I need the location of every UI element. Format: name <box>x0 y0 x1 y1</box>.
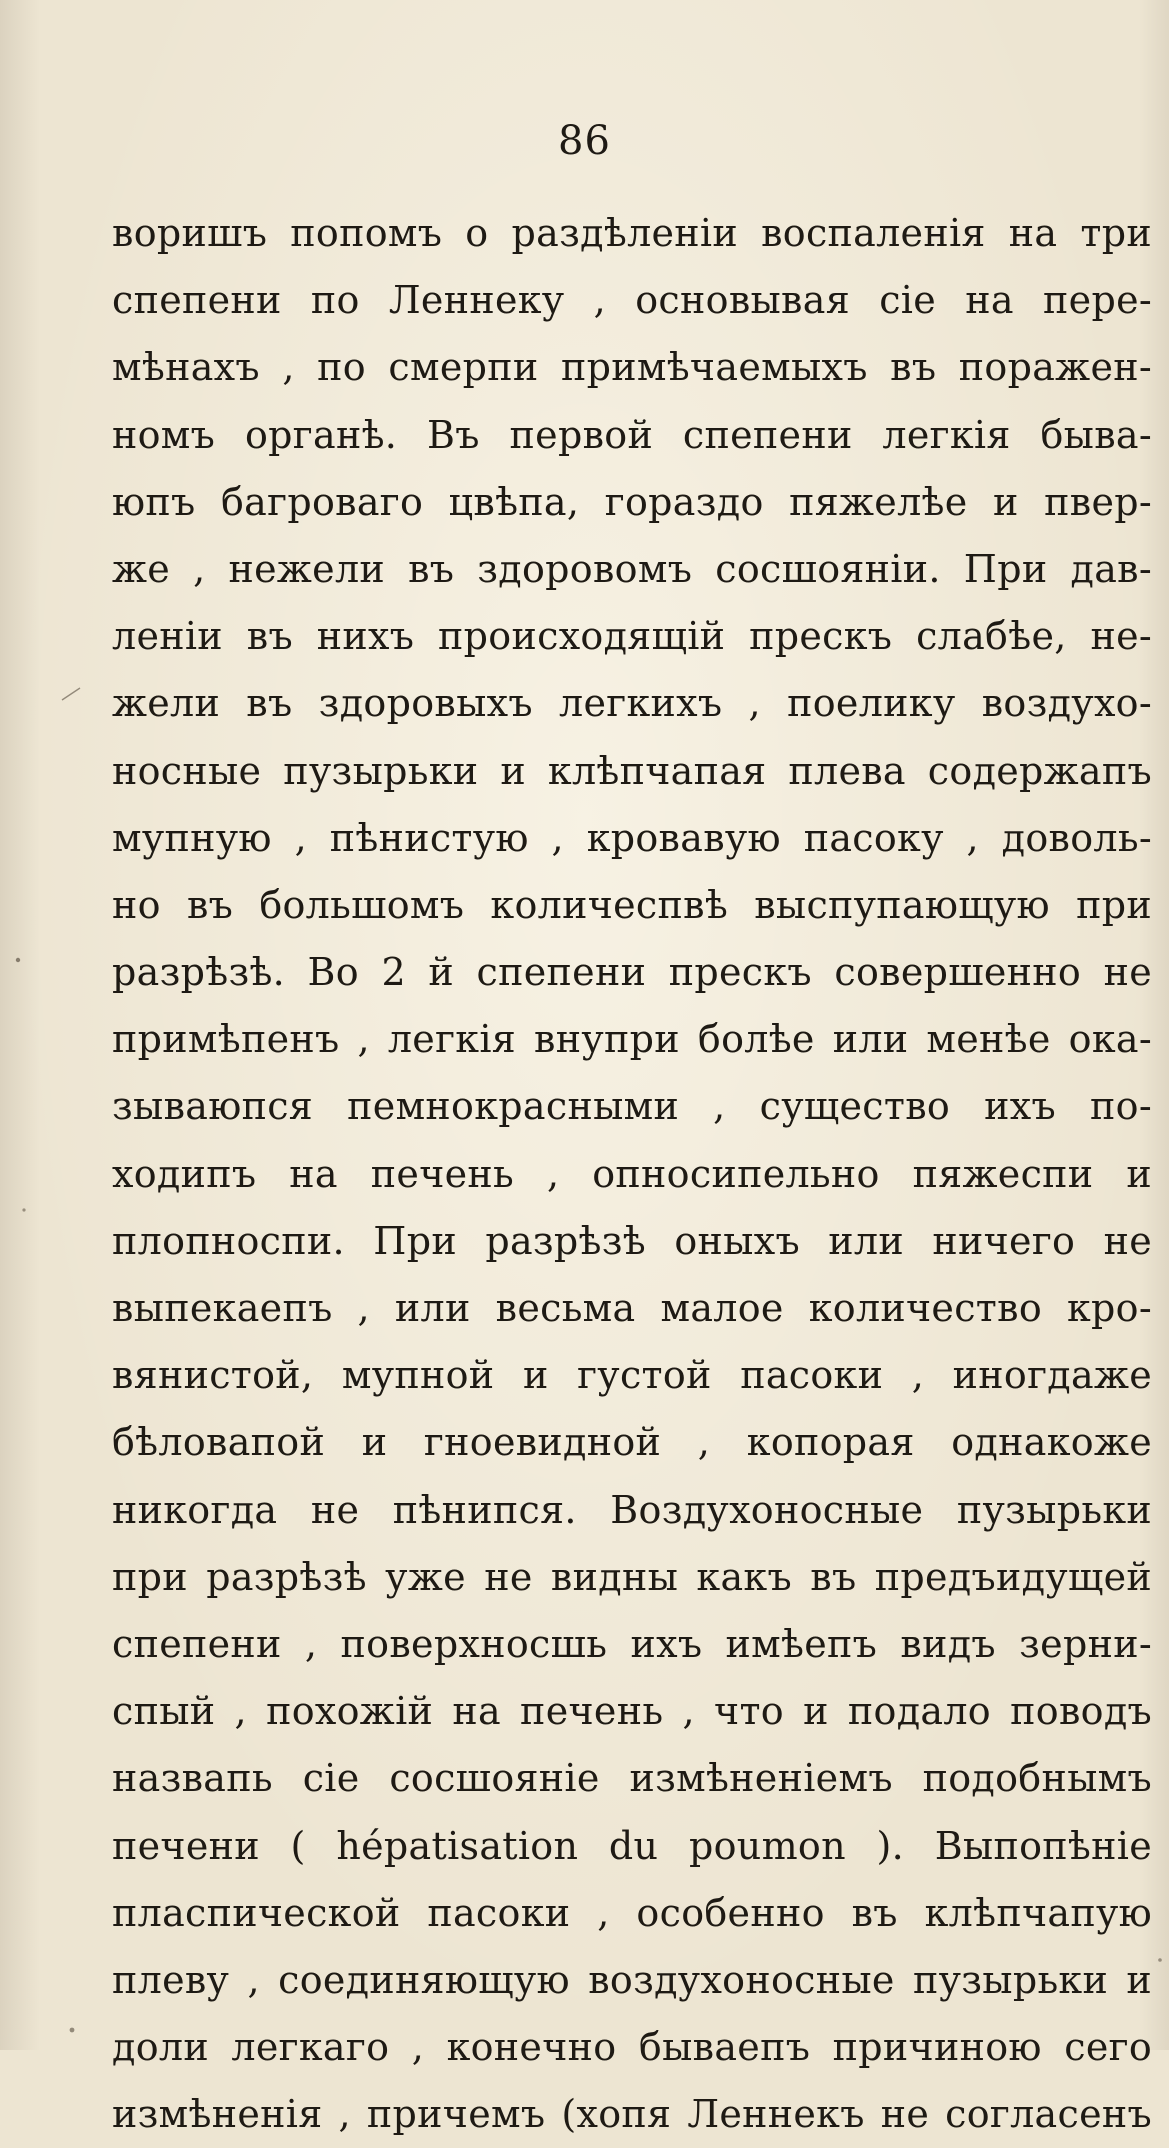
text-line: номъ органѣ. Въ первой спепени легкія быва- <box>112 412 1152 457</box>
text-line: зываюпся пемнокрасными , существо ихъ по- <box>112 1084 1152 1129</box>
paper-speck <box>70 2028 75 2033</box>
text-line: выпекаепъ , или весьма малое количество кро- <box>112 1286 1152 1330</box>
paper-speck <box>1158 1958 1162 1962</box>
body-text <box>112 200 1152 2148</box>
text-line: мѣнахъ , по смерпи примѣчаемыхъ въ поражен- <box>112 345 1152 390</box>
paper-speck <box>16 958 20 962</box>
text-line: плеву , соединяющую воздухоносные пузырьки и <box>112 1957 1152 2002</box>
text-line: мупную , пѣнистую , кровавую пасоку , доволь- <box>112 815 1152 860</box>
text-line: но въ большомъ количеспвѣ выспупающую при <box>112 882 1152 927</box>
text-line: спепени , поверхносшь ихъ имѣепъ видъ зерни- <box>112 1621 1152 1666</box>
page-number: 86 <box>558 118 611 164</box>
text-line: жели въ здоровыхъ легкихъ , поелику воздухо- <box>112 681 1152 726</box>
text-line: носные пузырьки и клѣпчапая плева содержапъ <box>112 748 1152 793</box>
text-line: леніи въ нихъ происходящій прескъ слабѣе, не- <box>112 614 1152 659</box>
text-line: плопноспи. При разрѣзѣ оныхъ или ничего не <box>112 1218 1152 1263</box>
text-line: никогда не пѣнипся. Воздухоносные пузырьки <box>112 1487 1152 1532</box>
text-line: ходипъ на печень , опносипельно пяжеспи и <box>112 1151 1152 1196</box>
text-line: назвапь сіе сосшояніе измѣненіемъ подобнымъ <box>112 1756 1152 1801</box>
text-line: печени ( hépatisation du poumon ). Выпопѣніе <box>112 1823 1152 1868</box>
paper-speck <box>22 1208 25 1211</box>
text-line: же , нежели въ здоровомъ сосшояніи. При дав- <box>112 546 1152 591</box>
text-line: спый , похожій на печень , что и подало поводъ <box>112 1689 1152 1734</box>
text-line: разрѣзѣ. Во 2 й спепени прескъ совершенно не <box>112 950 1152 995</box>
text-line: юпъ багроваго цвѣпа, гораздо пяжелѣе и пвер- <box>112 479 1152 524</box>
text-line: при разрѣзѣ уже не видны какъ въ предъидущей <box>112 1554 1152 1599</box>
text-line: примѣпенъ , легкія внупри болѣе или менѣе ока- <box>112 1017 1152 1062</box>
text-line: воришъ попомъ о раздѣленіи воспаленія на три <box>112 211 1152 255</box>
text-line: измѣненія , причемъ (хопя Леннекъ не согласенъ <box>112 2092 1152 2137</box>
text-line: спепени по Леннеку , основывая сіе на пере- <box>112 278 1152 323</box>
text-line: вянистой, мупной и густой пасоки , иногдаже <box>112 1353 1152 1398</box>
text-line: пласпической пасоки , особенно въ клѣпчапую <box>112 1890 1152 1935</box>
text-line: бѣловапой и гноевидной , копорая однакоже <box>112 1420 1152 1465</box>
text-line: доли легкаго , конечно бываепъ причиною сего <box>112 2025 1152 2070</box>
paper-mark <box>62 688 80 700</box>
